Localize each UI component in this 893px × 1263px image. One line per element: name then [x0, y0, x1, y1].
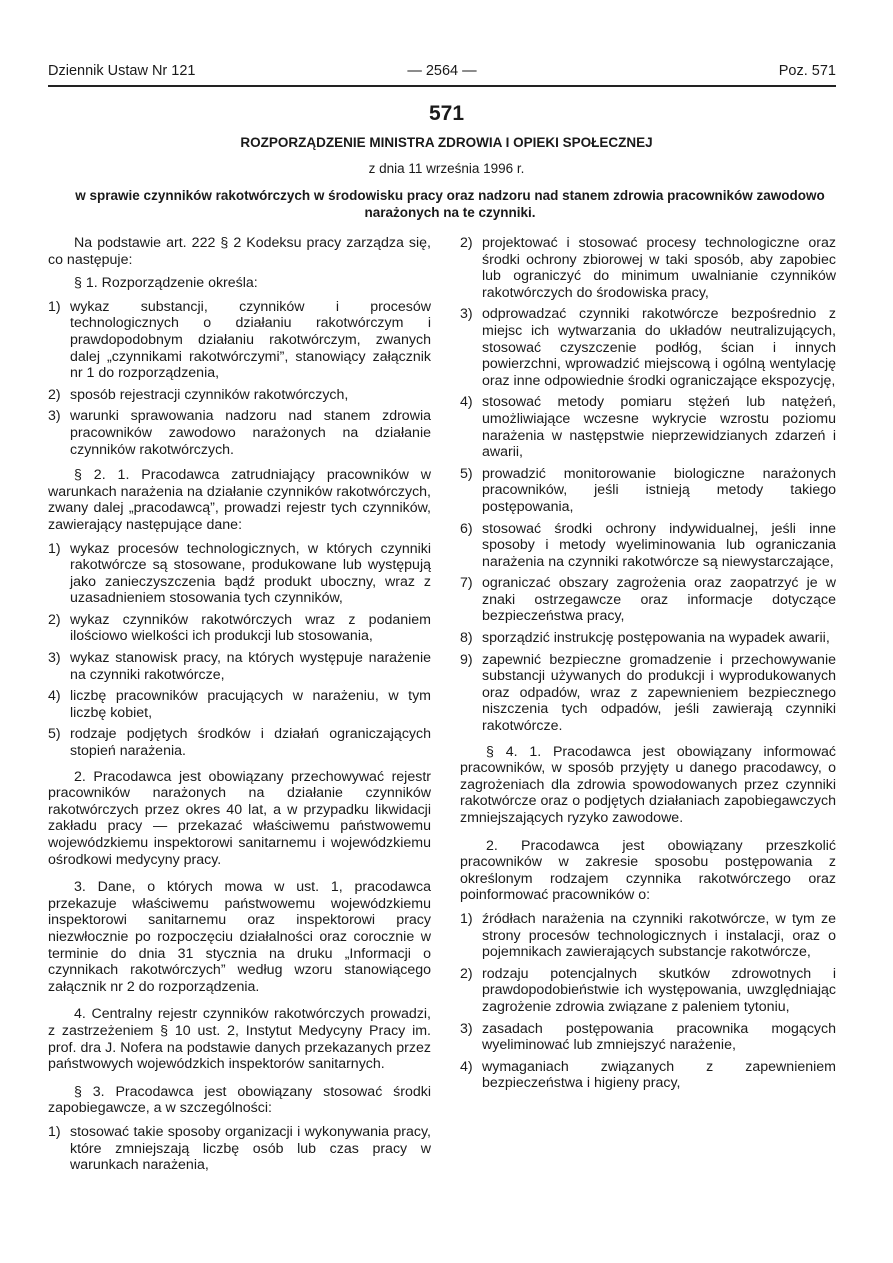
act-date: z dnia 11 września 1996 r. — [368, 161, 525, 176]
position-number: Poz. 571 — [778, 63, 836, 79]
journal-name: Dziennik Ustaw Nr 121 — [48, 63, 196, 79]
list-item: 3) zasadach postępowania pracownika mogących wyeliminować lub zmniejszyć narażenie, — [460, 1020, 836, 1054]
list-item: 1) wykaz procesów technologicznych, w których czynniki rakotwórcze są stosowane, produkowane lub występują jako zanieczyszczenia bądź produkt uboczny, wraz z uzasadnieniem stosowania tych czynników, — [48, 540, 431, 607]
section-1-lead: § 1. Rozporządzenie określa: — [74, 275, 258, 292]
list-item: 3) odprowadzać czynniki rakotwórcze bezpośrednio z miejsc ich wytwarzania do układów neutralizujących, stosować czyszczenie podłóg, ścian i innych powierzchni, wprowadzić miejscową i ogólną wentylację oraz inne odpowiednie środki ograniczające ekspozycję, — [460, 306, 836, 389]
section-3-lead: § 3. Pracodawca jest obowiązany stosować środki zapobiegawcze, a w szczególności: — [48, 1083, 431, 1117]
list-item: 1) wykaz substancji, czynników i procesów technologicznych o działaniu rakotwórczym i prawdopodobnym działaniu rakotwórczym, zwanych dalej „czynnikami rakotwórczymi”, stanowiący załącznik nr 1 do rozporządzenia, — [48, 298, 431, 382]
list-item: 4) stosować metody pomiaru stężeń lub natężeń, umożliwiające wczesne wykrycie wzrostu poziomu narażenia w następstwie nieprzewidzianych zdarzeń i awarii, — [460, 394, 836, 461]
list-item: 1) stosować takie sposoby organizacji i wykonywania pracy, które zmniejszają liczbę osób lub czas pracy w warunkach narażenia, — [48, 1123, 431, 1174]
section-2-lead: § 2. 1. Pracodawca zatrudniający pracowników w warunkach narażenia na działanie czynników rakotwórczych, zwany dalej „pracodawcą”, prowadzi rejestr tych czynników, zawierający następujące dane: — [48, 467, 431, 533]
list-item: 3) wykaz stanowisk pracy, na których występuje narażenie na czynniki rakotwórcze, — [48, 650, 431, 683]
list-item: 4) wymaganiach związanych z zapewnieniem bezpieczeństwa i higieny pracy, — [460, 1058, 836, 1092]
page-number: — 2564 — — [407, 63, 477, 79]
list-item: 1) źródłach narażenia na czynniki rakotwórcze, w tym ze strony procesów technologicznych i instalacji, oraz o pojemnikach zawierających substancje rakotwórcze, — [460, 910, 836, 961]
list-item: 2) projektować i stosować procesy technologiczne oraz środki ochrony zbiorowej w taki sposób, aby zapobiec lub ograniczyć do minimum uwalnianie czynników rakotwórczych do środowiska pracy, — [460, 235, 836, 301]
act-title: ROZPORZĄDZENIE MINISTRA ZDROWIA I OPIEKI SPOŁECZNEJ — [240, 135, 653, 150]
section-4-paragraph-2: 2. Pracodawca jest obowiązany przeszkolić pracowników w zakresie sposobu postępowania z określonym rodzajem czynnika rakotwórczego oraz poinformować pracowników o: — [460, 837, 836, 904]
section-2-paragraph-2: 2. Pracodawca jest obowiązany przechowywać rejestr pracowników narażonych na działanie czynników rakotwórczych przez okres 40 lat, a w przypadku likwidacji zakładu pracy — przekazać właściwemu państwowemu wojewódzkiemu inspektorowi sanitarnemu i wojewódzkiemu ośrodkowi medycyny pracy. — [48, 768, 431, 868]
list-item: 3) warunki sprawowania nadzoru nad stanem zdrowia pracowników zawodowo narażonych na działanie czynników rakotwórczych. — [48, 408, 431, 458]
section-2-paragraph-3: 3. Dane, o których mowa w ust. 1, pracodawca przekazuje właściwemu państwowemu wojewódzkiemu inspektorowi sanitarnemu oraz inspektorowi pracy niezwłocznie po rozpoczęciu działalności oraz corocznie w terminie do dnia 31 stycznia na druku „Informacji o czynnikach rakotwórczych” według wzoru stanowiącego załącznik nr 2 do rozporządzenia. — [48, 879, 431, 995]
list-item: 4) liczbę pracowników pracujących w narażeniu, w tym liczbę kobiet, — [48, 688, 431, 721]
right-column — [460, 235, 836, 1097]
list-item: 9) zapewnić bezpieczne gromadzenie i przechowywanie substancji używanych do produkcji i wyprodukowanych oraz odpadów, wraz z zapewnieniem bezpiecznego niszczenia tych odpadów, jeśli zawierają czynniki rakotwórcze. — [460, 651, 836, 735]
section-2-paragraph-4: 4. Centralny rejestr czynników rakotwórczych prowadzi, z zastrzeżeniem § 10 ust. 2, Instytut Medycyny Pracy im. prof. dra J. Nofera na podstawie danych przekazanych przez państwowych wojewódzkich inspektorów sanitarnych. — [48, 1006, 431, 1073]
list-item: 7) ograniczać obszary zagrożenia oraz zaopatrzyć je w znaki ostrzegawcze oraz informacje dotyczące bezpieczeństwa pracy, — [460, 575, 836, 625]
act-subject: w sprawie czynników rakotwórczych w środowisku pracy oraz nadzoru nad stanem zdrowia pracowników zawodowo narażonych na te czynniki. — [75, 188, 825, 220]
left-column — [48, 235, 431, 1179]
list-item: 5) rodzaje podjętych środków i działań ograniczających stopień narażenia. — [48, 726, 431, 760]
section-4-paragraph-1: § 4. 1. Pracodawca jest obowiązany informować pracowników, w sposób przyjęty u danego pracodawcy, o zagrożeniach dla zdrowia spowodowanych przez czynniki rakotwórcze oraz o podjętych działaniach zapobiegawczych zmniejszających ryzyko zawodowe. — [460, 743, 836, 826]
list-item: 8) sporządzić instrukcję postępowania na wypadek awarii, — [460, 630, 830, 647]
list-item: 2) sposób rejestracji czynników rakotwórczych, — [48, 386, 349, 403]
list-item: 6) stosować środki ochrony indywidualnej, jeśli inne sposoby i metody wyeliminowania lub ograniczania narażenia na czynniki rakotwórcze są niewystarczające, — [460, 520, 836, 570]
list-item: 5) prowadzić monitorowanie biologiczne narażonych pracowników, jeśli istnieją metody takiego postępowania, — [460, 465, 836, 515]
act-number: 571 — [428, 102, 465, 125]
intro-paragraph: Na podstawie art. 222 § 2 Kodeksu pracy zarządza się, co następuje: — [48, 235, 431, 268]
list-item: 2) rodzaju potencjalnych skutków zdrowotnych i prawdopodobieństwie ich występowania, uwzględniając zagrożenie zdrowia związane z paleniem tytoniu, — [460, 965, 836, 1015]
list-item: 2) wykaz czynników rakotwórczych wraz z podaniem ilościowo wielkości ich produkcji lub stosowania, — [48, 611, 431, 645]
running-header — [48, 63, 836, 87]
